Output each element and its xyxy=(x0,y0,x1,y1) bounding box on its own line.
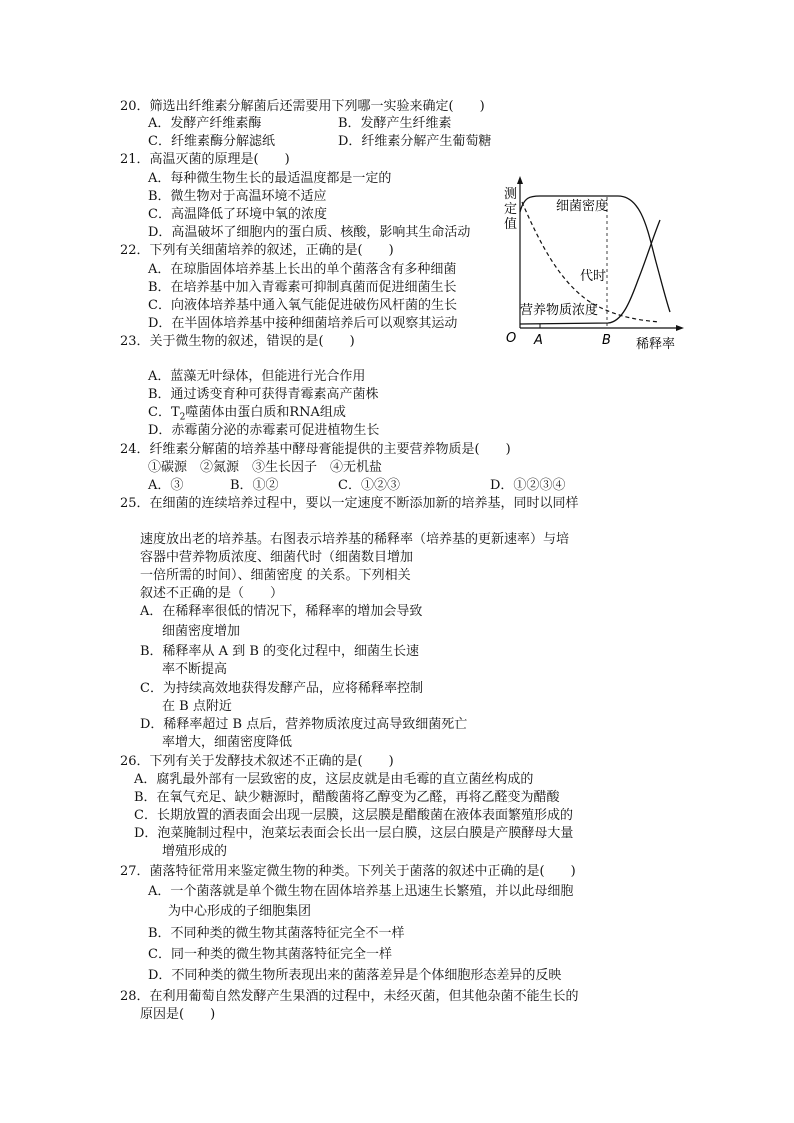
q20-option-d: D．纤维素分解产生葡萄糖 xyxy=(338,134,492,149)
q27-option-b: B．不同种类的微生物其菌落特征完全不一样 xyxy=(148,926,405,941)
origin-label: O xyxy=(506,331,517,346)
q21-option-a: A．每种微生物生长的最适温度都是一定的 xyxy=(148,171,392,186)
q25-option-c-line2: 在 B 点附近 xyxy=(162,699,232,714)
x-axis-label: 稀释率 xyxy=(636,337,676,352)
q20-stem: 20．筛选出纤维素分解菌后还需要用下列哪一实验来确定( ) xyxy=(120,99,485,114)
q25-dilution-rate-graph xyxy=(500,172,690,354)
q21-option-c: C．高温降低了环境中氧的浓度 xyxy=(148,207,327,222)
y-axis-label-char-1: 测 xyxy=(504,187,518,202)
q27-stem: 27．菌落特征常用来鉴定微生物的种类。下列关于菌落的叙述中正确的是( ) xyxy=(120,864,576,879)
q20-option-a: A．发酵产纤维素酶 xyxy=(148,116,262,131)
q22-stem: 22．下列有关细菌培养的叙述，正确的是( ) xyxy=(120,243,394,258)
q23-option-a: A．蓝藻无叶绿体，但能进行光合作用 xyxy=(148,369,366,384)
q25-stem-line4: 一倍所需的时间）、细菌密度 的关系。下列相关 xyxy=(140,568,411,583)
q23-option-d: D．赤霉菌分泌的赤霉素可促进植物生长 xyxy=(148,423,380,438)
q24-items: ①碳源 ②氮源 ③生长因子 ④无机盐 xyxy=(148,460,383,475)
q25-option-a-line1: A．在稀释率很低的情况下，稀释率的增加会导致 xyxy=(140,604,423,619)
q25-option-b-line1: B．稀释率从 A 到 B 的变化过程中，细菌生长速 xyxy=(140,644,420,659)
q28-stem-line2: 原因是( ) xyxy=(140,1007,216,1022)
x-axis-arrow xyxy=(676,325,684,331)
q25-stem-line1: 25．在细菌的连续培养过程中，要以一定速度不断添加新的培养基，同时以同样 xyxy=(120,496,579,511)
q23-option-c-subscript: 2 xyxy=(179,412,186,423)
q26-option-b: B．在氧气充足、缺少糖源时，醋酸菌将乙醇变为乙醛，再将乙醛变为醋酸 xyxy=(134,790,560,805)
q21-option-b: B．微生物对于高温环境不适应 xyxy=(148,189,327,204)
q27-option-c: C．同一种类的微生物其菌落特征完全一样 xyxy=(148,947,392,962)
q26-stem: 26．下列有关于发酵技术叙述不正确的是( ) xyxy=(120,754,394,769)
q26-option-d-line1: D．泡菜腌制过程中，泡菜坛表面会长出一层白膜，这层白膜是产膜酵母大量 xyxy=(134,826,574,841)
q27-option-a-line1: A．一个菌落就是单个微生物在固体培养基上迅速生长繁殖，并以此母细胞 xyxy=(148,884,574,899)
q24-option-c: C．①②③ xyxy=(338,478,400,493)
q20-option-c: C．纤维素酶分解滤纸 xyxy=(148,134,275,149)
nutrient-curve-label: 营养物质浓度 xyxy=(520,303,599,318)
q25-option-d-line1: D．稀释率超过 B 点后，营养物质浓度过高导致细菌死亡 xyxy=(140,717,468,732)
generation-time-label: 代时 xyxy=(580,269,607,284)
q25-stem-line5: 叙述不正确的是（ ） xyxy=(140,586,284,601)
q24-option-a: A．③ xyxy=(148,478,184,493)
q25-option-d-line2: 率增大，细菌密度降低 xyxy=(162,735,293,750)
q21-stem: 21．高温灭菌的原理是( ) xyxy=(120,152,290,167)
q22-option-d: D．在半固体培养基中接种细菌培养后可以观察其运动 xyxy=(148,316,458,331)
q25-stem-line3: 容器中营养物质浓度、细菌代时（细菌数目增加 xyxy=(140,550,414,565)
tick-b-label: B xyxy=(602,333,611,348)
q24-option-b: B．①② xyxy=(230,478,279,493)
q25-option-b-line2: 率不断提高 xyxy=(162,662,228,677)
q22-option-b: B．在培养基中加入青霉素可抑制真菌而促进细菌生长 xyxy=(148,280,457,295)
q25-stem-line2: 速度放出老的培养基。右图表示培养基的稀释率（培养基的更新速率）与培 xyxy=(140,532,570,547)
y-axis-label-char-3: 值 xyxy=(504,217,518,232)
q25-option-a-line2: 细菌密度增加 xyxy=(162,624,241,639)
y-axis-label xyxy=(504,187,521,232)
q22-option-a: A．在琼脂固体培养基上长出的单个菌落含有多种细菌 xyxy=(148,262,457,277)
y-axis-arrow xyxy=(517,176,523,184)
q24-stem: 24．纤维素分解菌的培养基中酵母膏能提供的主要营养物质是( ) xyxy=(120,442,511,457)
q26-option-d-line2: 增殖形成的 xyxy=(162,844,228,859)
density-curve-label: 细菌密度 xyxy=(556,199,609,214)
q27-option-a-line2: 为中心形成的子细胞集团 xyxy=(168,904,312,919)
q26-option-a: A．腐乳最外部有一层致密的皮，这层皮就是由毛霉的直立菌丝构成的 xyxy=(134,772,534,787)
q21-option-d: D．高温破坏了细胞内的蛋白质、核酸，影响其生命活动 xyxy=(148,225,471,240)
q25-option-c-line1: C．为持续高效地获得发酵产品，应将稀释率控制 xyxy=(140,681,423,696)
q23-option-b: B．通过诱变育种可获得青霉素高产菌株 xyxy=(148,387,379,402)
q22-option-c: C．向液体培养基中通入氧气能促进破伤风杆菌的生长 xyxy=(148,298,457,313)
tick-a-label: A xyxy=(534,333,543,348)
q28-stem-line1: 28．在利用葡萄自然发酵产生果酒的过程中，未经灭菌，但其他杂菌不能生长的 xyxy=(120,989,579,1004)
y-axis-label-char-2: 定 xyxy=(504,202,518,217)
q24-option-d: D．①②③④ xyxy=(490,478,566,493)
q23-stem: 23．关于微生物的叙述，错误的是( ) xyxy=(120,334,355,349)
q27-option-d: D．不同种类的微生物所表现出来的菌落差异是个体细胞形态差异的反映 xyxy=(148,968,562,983)
q26-option-c: C．长期放置的酒表面会出现一层膜，这层膜是醋酸菌在液体表面繁殖形成的 xyxy=(134,808,573,823)
q23-option-c-prefix: C．T xyxy=(148,405,180,420)
q20-option-b: B．发酵产生纤维素 xyxy=(338,116,452,131)
q23-option-c-text: 噬菌体由蛋白质和RNA组成 xyxy=(185,405,346,420)
